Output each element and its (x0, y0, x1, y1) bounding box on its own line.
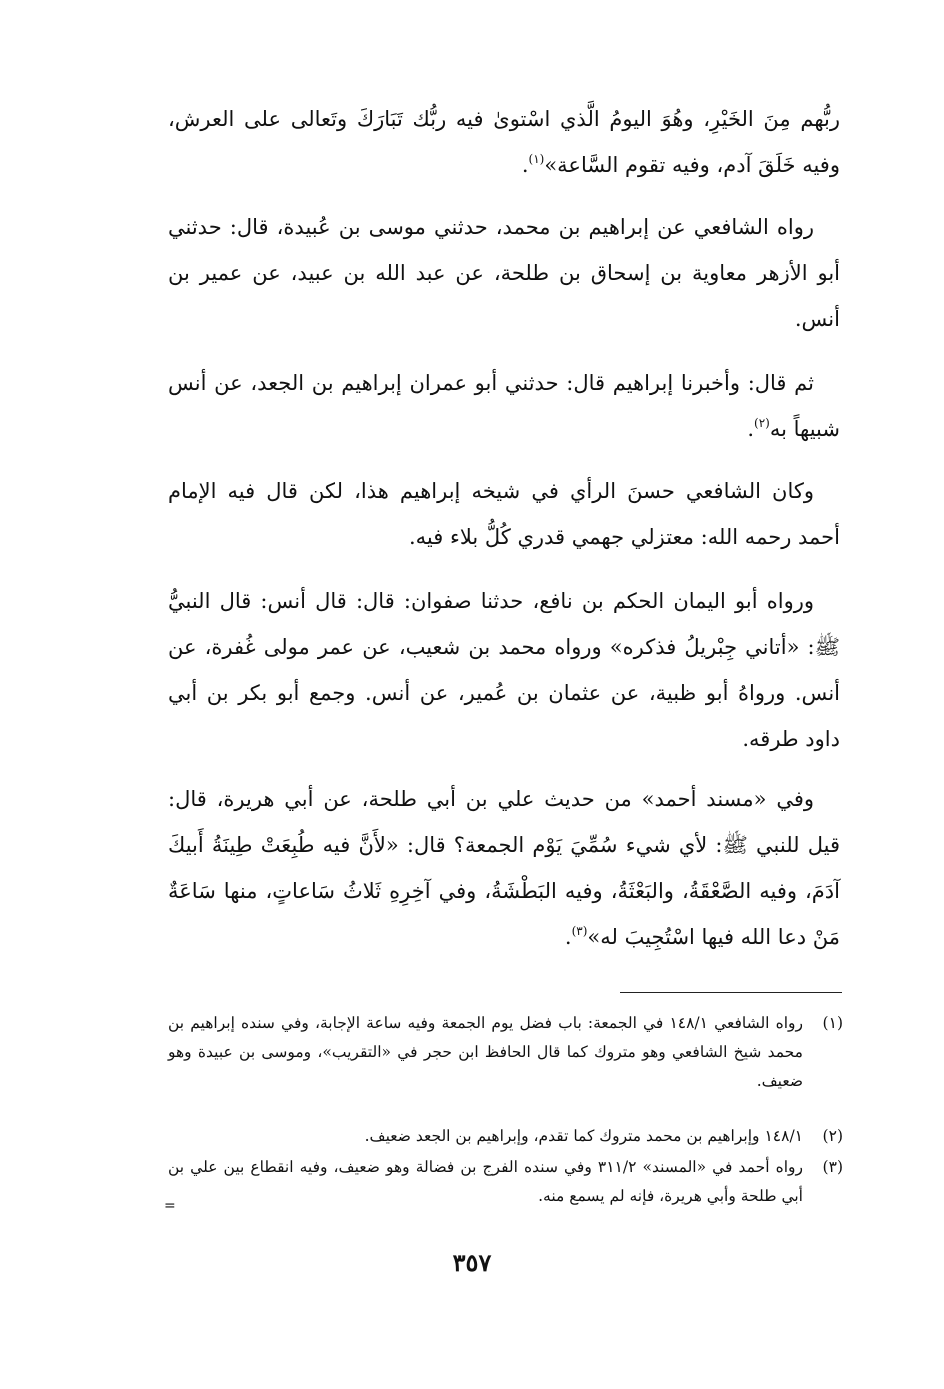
footnote-2-text: ١٤٨/١ وإبراهيم بن محمد متروك كما تقدم، وإبراهيم بن الجعد ضعيف. (364, 1127, 803, 1145)
page-number: ٣٥٧ (452, 1248, 492, 1277)
paragraph-3-text: ثم قال: وأخبرنا إبراهيم قال: حدثني أبو عمران إبراهيم بن الجعد، عن أنس شبيهاً به (168, 371, 840, 441)
paragraph-3 (168, 360, 840, 452)
paragraph-1-text: ربُّهم مِنَ الخَيْرِ، وهُوَ اليومُ الَّذي اسْتوىٰ فيه ربُّك تَبَارَكَ وتَعالى على العرش، وفيه خَلَقَ آدم، وفيه تقوم السَّاعة» (168, 107, 840, 177)
footnote-2-number: (٢) (822, 1127, 843, 1145)
paragraph-4 (168, 468, 840, 560)
paragraph-3-end: . (747, 417, 755, 441)
footnote-ref-2: (٢) (754, 416, 770, 430)
continuation-mark: = (164, 1198, 176, 1214)
footnote-1-text: رواه الشافعي ١٤٨/١ في الجمعة: باب فضل يوم الجمعة وفيه ساعة الإجابة، وفي سنده إبراهيم بن محمد شيخ الشافعي وهو متروك كما قال الحافظ ابن حجر في «التقريب»، وموسى بن عبيدة وهو ضعيف. (168, 1014, 803, 1090)
footnote-2 (168, 1122, 843, 1151)
footnote-separator (620, 992, 842, 993)
paragraph-1-end: . (521, 153, 529, 177)
footnote-1 (168, 1009, 843, 1096)
footnote-3 (168, 1153, 843, 1211)
footnote-ref-3: (٣) (571, 924, 588, 938)
paragraph-2-text: رواه الشافعي عن إبراهيم بن محمد، حدثني موسى بن عُبيدة، قال: حدثني أبو الأزهر معاوية بن إسحاق بن طلحة، عن عبد الله بن عبيد، عن عمير بن أنس. (168, 215, 840, 331)
footnote-3-text: رواه أحمد في «المسند» ٣١١/٢ وفي سنده الفرج بن فضالة وهو ضعيف، وفيه انقطاع بين علي بن أبي طلحة وأبي هريرة، فإنه لم يسمع منه. (168, 1158, 803, 1205)
footnote-3-number: (٣) (822, 1158, 843, 1176)
footnote-1-number: (١) (822, 1014, 843, 1032)
paragraph-5 (168, 578, 840, 762)
paragraph-2 (168, 204, 840, 342)
paragraph-6-end: . (564, 925, 572, 949)
paragraph-4-text: وكان الشافعي حسنَ الرأي في شيخه إبراهيم هذا، لكن قال فيه الإمام أحمد رحمه الله: معتزلي جهمي قدري كُلُّ بلاء فيه. (168, 479, 840, 549)
paragraph-1 (168, 96, 840, 188)
paragraph-6-text: وفي «مسند أحمد» من حديث علي بن أبي طلحة، عن أبي هريرة، قال: قيل للنبي ﷺ: لأي شيء سُمِّيَ يَوْم الجمعة؟ قال: «لأَنَّ فيه طُبِعَتْ طِينَةُ أَبيكَ آدَمَ، وفيه الصَّعْقَةُ، والبَعْثَةُ، وفيه البَطْشَةُ، وفي آخِرِهِ ثَلاثُ سَاعاتٍ، منها سَاعَةٌ مَنْ دعا الله فيها اسْتُجِيبَ له» (168, 787, 840, 949)
paragraph-5-text: ورواه أبو اليمان الحكم بن نافع، حدثنا صفوان: قال: قال أنس: قال النبيُّ ﷺ: «أتاني جِبْريلُ فذكره» ورواه محمد بن شعيب، عن عمر مولى غُفرة، عن أنس. ورواهُ أبو ظبية، عن عثمان بن عُمير، عن أنس. وجمع أبو بكر بن أبي داود طرقه. (168, 589, 840, 751)
paragraph-6 (168, 776, 840, 960)
footnote-ref-1: (١) (528, 152, 545, 166)
